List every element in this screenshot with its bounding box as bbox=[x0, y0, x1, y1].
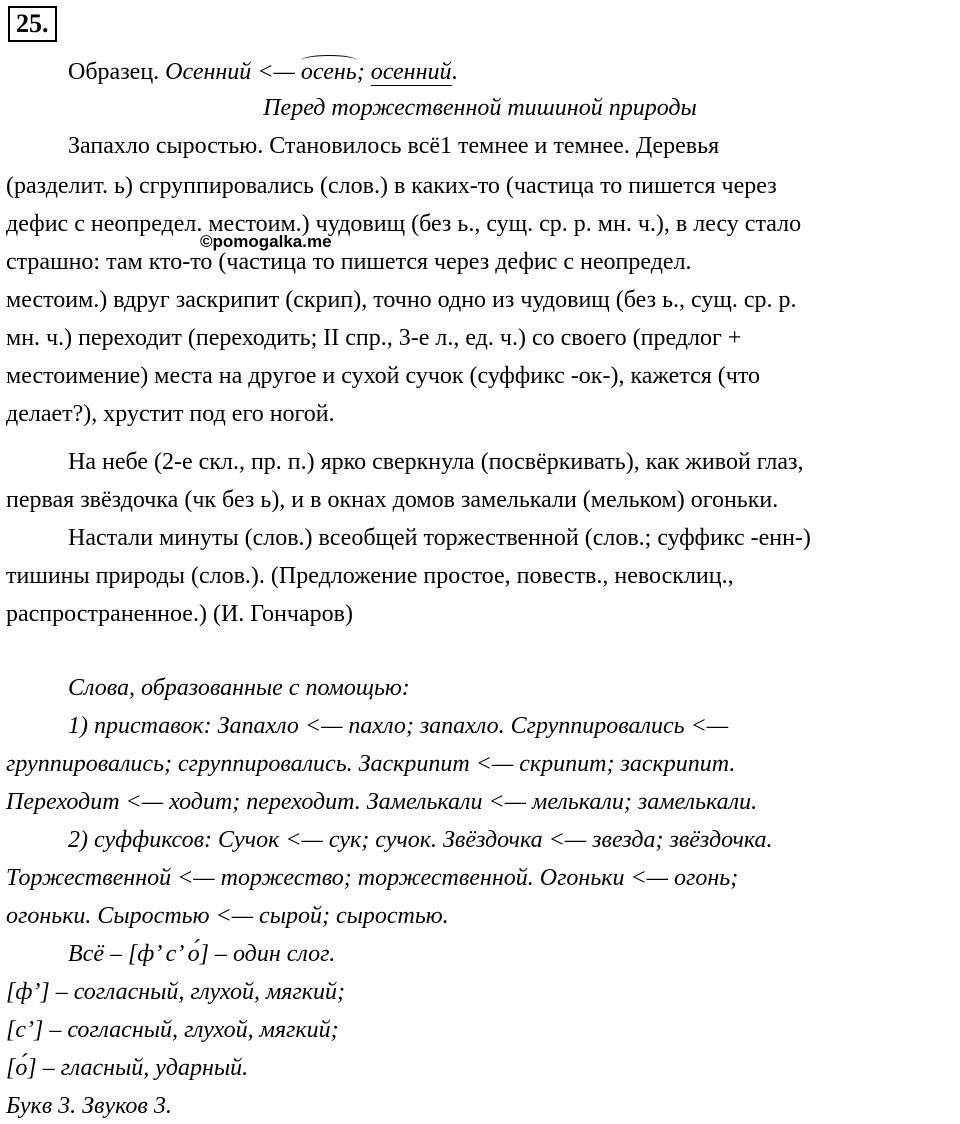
watermark: ©pomogalka.me bbox=[200, 232, 332, 251]
text-line: местоимение) места на другое и сухой сучок (суффикс -ок-), кажется (что bbox=[6, 363, 761, 389]
analysis-line: Слова, образованные с помощью: bbox=[68, 675, 410, 701]
analysis-line: [ф’] – согласный, глухой, мягкий; bbox=[6, 979, 346, 1005]
sample-label: Образец. bbox=[68, 59, 160, 85]
analysis-line: Переходит <— ходит; переходит. Замелькали <— мелькали; замелькали. bbox=[6, 789, 758, 815]
text-line: страшно: там кто-то (частица то пишется через дефис с неопредел. bbox=[6, 249, 692, 275]
text-title: Перед торжественной тишиной природы bbox=[263, 95, 697, 121]
text-line: распространенное.) (И. Гончаров) bbox=[6, 601, 353, 627]
text-line: дефис с неопредел. местоим.) чудовищ (без ь., сущ. ср. р. мн. ч.), в лесу стало bbox=[6, 211, 802, 237]
analysis-line: Всё – [ф’ с’ о́] – один слог. bbox=[68, 941, 336, 967]
text-line: Запахло сыростью. Становилось всё1 темнее и темнее. Деревья bbox=[68, 133, 720, 159]
arrow: <— bbox=[257, 59, 295, 85]
text-line: делает?), хрустит под его ногой. bbox=[6, 401, 335, 427]
analysis-line: Букв 3. Звуков 3. bbox=[6, 1093, 172, 1119]
text-line: На небе (2-е скл., пр. п.) ярко сверкнула (посвёркивать), как живой глаз, bbox=[68, 449, 804, 475]
analysis-line: [о́] – гласный, ударный. bbox=[6, 1055, 249, 1081]
sample-end: . bbox=[451, 59, 458, 85]
text-line: тишины природы (слов.). (Предложение простое, повеств., невосклиц., bbox=[6, 563, 734, 589]
sample-base: осень bbox=[300, 59, 357, 85]
analysis-line: Торжественной <— торжество; торжественной. Огоньки <— огонь; bbox=[6, 865, 739, 891]
exercise-number: 25. bbox=[8, 6, 57, 42]
separator: ; bbox=[356, 59, 365, 85]
analysis-line: группировались; сгруппировались. Заскрипит <— скрипит; заскрипит. bbox=[6, 751, 736, 777]
analysis-line: 1) приставок: Запахло <— пахло; запахло. Сгруппировались <— bbox=[68, 713, 729, 739]
analysis-line: [с’] – согласный, глухой, мягкий; bbox=[6, 1017, 339, 1043]
analysis-line: огоньки. Сыростью <— сырой; сыростью. bbox=[6, 903, 449, 929]
sample-derived: осенний bbox=[370, 59, 452, 85]
text-line: местоим.) вдруг заскрипит (скрип), точно одно из чудовищ (без ь., сущ. ср. р. bbox=[6, 287, 797, 313]
text-line: мн. ч.) переходит (переходить; II спр., 3-е л., ед. ч.) со своего (предлог + bbox=[6, 325, 742, 351]
analysis-line: 2) суффиксов: Сучок <— сук; сучок. Звёздочка <— звезда; звёздочка. bbox=[68, 827, 773, 853]
sample-word: Осенний bbox=[165, 59, 252, 85]
sample-line bbox=[68, 56, 960, 88]
text-line: первая звёздочка (чк без ь), и в окнах домов замелькали (мельком) огоньки. bbox=[6, 487, 779, 513]
text-line: Настали минуты (слов.) всеобщей торжественной (слов.; суффикс -енн-) bbox=[68, 525, 811, 551]
text-line: (разделит. ь) сгруппировались (слов.) в каких-то (частица то пишется через bbox=[6, 173, 777, 199]
